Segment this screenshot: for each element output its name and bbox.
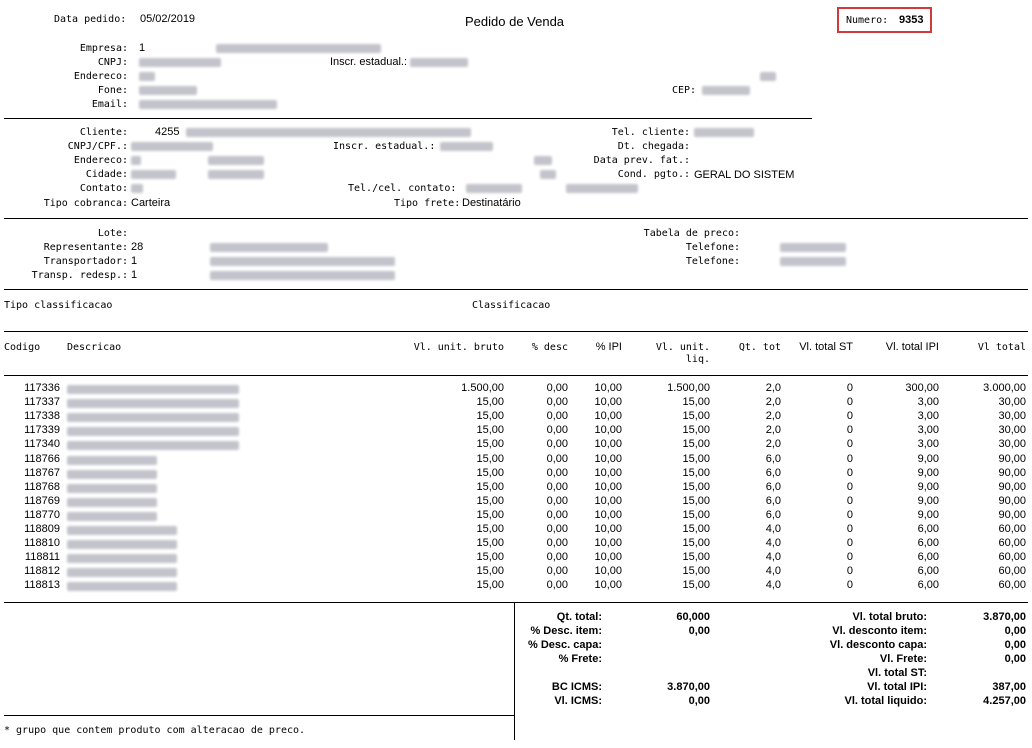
telefone2-label: Telefone: [685, 256, 740, 267]
cell-qt: 2,0 [765, 438, 781, 451]
total-right-label: Vl. total IPI: [867, 681, 927, 693]
cell-desc: 0,00 [546, 579, 568, 592]
tipo-cobranca-value: Carteira [131, 197, 171, 209]
cell-desc: 0,00 [546, 523, 568, 535]
transportador-label: Transportador: [43, 256, 128, 267]
redacted-client-bairro [208, 156, 264, 165]
tel-contato-label: Tel./cel. contato: [348, 183, 457, 194]
cell-desc: 0,00 [546, 565, 568, 578]
cell-tipi: 3,00 [917, 438, 939, 451]
cell-st: 0 [846, 424, 853, 437]
cell-codigo: 118810 [24, 537, 60, 550]
total-right-value: 0,00 [1004, 639, 1026, 651]
cell-codigo: 118768 [24, 480, 60, 493]
cell-bruto: 15,00 [476, 565, 504, 578]
cell-codigo: 118809 [24, 523, 60, 535]
cell-tipi: 6,00 [917, 551, 939, 564]
cell-ipi: 10,00 [594, 396, 622, 409]
total-right-label: Vl. desconto item: [832, 625, 927, 637]
cell-total: 60,00 [998, 523, 1026, 535]
redacted-cep [702, 86, 750, 95]
cell-ipi: 10,00 [594, 466, 622, 479]
cell-liq: 15,00 [682, 523, 710, 535]
tipo-classificacao-label: Tipo classificacao [4, 300, 113, 311]
cell-desc: 0,00 [546, 466, 568, 479]
dt-chegada-label: Dt. chegada: [617, 141, 690, 152]
cond-pgto-label: Cond. pgto.: [617, 169, 690, 180]
total-right-label: Vl. Frete: [879, 653, 927, 665]
redacted-descricao [67, 512, 157, 521]
total-right-value: 0,00 [1004, 653, 1026, 665]
cell-st: 0 [846, 494, 853, 507]
cell-desc: 0,00 [546, 452, 568, 465]
total-right-value: 4.257,00 [983, 695, 1026, 707]
representante-value: 28 [131, 241, 144, 253]
divider-classification [4, 331, 1028, 332]
cell-total: 30,00 [998, 396, 1026, 409]
empresa-value: 1 [139, 42, 146, 54]
redacted-cliente-name [186, 128, 471, 137]
col-vl-total: Vl total [977, 342, 1026, 353]
col-qt-tot: Qt. tot [738, 342, 781, 353]
total-right-value: 3.870,00 [983, 611, 1026, 623]
cell-total: 3.000,00 [983, 382, 1026, 394]
cell-bruto: 15,00 [476, 579, 504, 592]
cell-codigo: 118769 [24, 494, 60, 507]
cell-ipi: 10,00 [594, 438, 622, 451]
cell-ipi: 10,00 [594, 494, 622, 507]
redacted-transportador [210, 257, 395, 266]
cell-ipi: 10,00 [594, 452, 622, 465]
numero-value: 9353 [899, 14, 924, 26]
cell-ipi: 10,00 [594, 480, 622, 493]
cell-ipi: 10,00 [594, 523, 622, 535]
col-vl-unit-liq-1: Vl. unit. [655, 342, 710, 353]
redacted-cnpj [139, 58, 221, 67]
cell-codigo: 118813 [24, 579, 60, 592]
redacted-descricao [67, 399, 239, 408]
redacted-inscr [410, 58, 468, 67]
transp-redesp-value: 1 [131, 269, 138, 281]
total-right-label: Vl. desconto capa: [829, 639, 927, 651]
telefone1-label: Telefone: [685, 242, 740, 253]
cell-qt: 6,0 [765, 480, 781, 493]
classificacao-label: Classificacao [472, 300, 551, 311]
cell-total: 60,00 [998, 551, 1026, 564]
cell-ipi: 10,00 [594, 565, 622, 578]
cell-st: 0 [846, 410, 853, 423]
cell-qt: 4,0 [765, 523, 781, 535]
tel-cliente-label: Tel. cliente: [611, 127, 690, 138]
cell-st: 0 [846, 466, 853, 479]
cell-total: 90,00 [998, 508, 1026, 521]
redacted-cidade-2 [208, 170, 264, 179]
numero-label: Numero: [846, 15, 889, 26]
cell-bruto: 15,00 [476, 523, 504, 535]
col-ipi: % IPI [595, 341, 622, 353]
cell-codigo: 117339 [24, 424, 60, 437]
cell-desc: 0,00 [546, 424, 568, 437]
cell-tipi: 6,00 [917, 537, 939, 550]
cell-liq: 15,00 [682, 466, 710, 479]
cell-total: 60,00 [998, 579, 1026, 592]
cell-bruto: 15,00 [476, 508, 504, 521]
redacted-telefone1 [780, 243, 846, 252]
cell-qt: 4,0 [765, 565, 781, 578]
cell-qt: 2,0 [765, 424, 781, 437]
redacted-descricao [67, 554, 177, 563]
cnpj-label: CNPJ: [97, 57, 128, 68]
cell-tipi: 9,00 [917, 508, 939, 521]
redacted-transp-redesp [210, 271, 395, 280]
cell-total: 30,00 [998, 438, 1026, 451]
redacted-client-endereco [131, 156, 141, 165]
cell-tipi: 6,00 [917, 565, 939, 578]
redacted-client-inscr [440, 142, 493, 151]
divider-table-header [4, 375, 1028, 376]
cell-ipi: 10,00 [594, 579, 622, 592]
divider-header [4, 118, 812, 119]
redacted-fone [139, 86, 197, 95]
cell-st: 0 [846, 523, 853, 535]
redacted-cel-contato [566, 184, 638, 193]
col-descricao: Descricao [67, 342, 122, 353]
cell-tipi: 9,00 [917, 452, 939, 465]
redacted-cidade [131, 170, 176, 179]
representante-label: Representante: [43, 242, 128, 253]
redacted-empresa-name [216, 44, 381, 53]
total-left-value: 0,00 [688, 695, 710, 707]
divider-footer [4, 715, 514, 716]
cell-tipi: 6,00 [917, 579, 939, 592]
cell-liq: 15,00 [682, 579, 710, 592]
cell-bruto: 15,00 [476, 537, 504, 550]
footer-note: * grupo que contem produto com alteracao de preco. [4, 725, 306, 736]
cell-total: 90,00 [998, 494, 1026, 507]
divider-client [4, 218, 1028, 219]
cell-liq: 15,00 [682, 537, 710, 550]
cell-bruto: 15,00 [476, 424, 504, 437]
cell-bruto: 15,00 [476, 410, 504, 423]
date-value: 05/02/2019 [140, 13, 196, 25]
cell-codigo: 117338 [24, 410, 60, 423]
cell-qt: 6,0 [765, 452, 781, 465]
cell-st: 0 [846, 452, 853, 465]
cell-liq: 15,00 [682, 480, 710, 493]
total-right-label: Vl. total liquido: [844, 695, 927, 707]
cell-liq: 15,00 [682, 565, 710, 578]
cell-desc: 0,00 [546, 494, 568, 507]
email-label: Email: [91, 99, 128, 110]
cell-codigo: 118766 [24, 452, 60, 465]
cell-qt: 6,0 [765, 494, 781, 507]
redacted-descricao [67, 456, 157, 465]
redacted-descricao [67, 526, 177, 535]
total-right-value: 0,00 [1004, 625, 1026, 637]
cliente-code: 4255 [155, 126, 180, 138]
cell-ipi: 10,00 [594, 410, 622, 423]
redacted-descricao [67, 484, 157, 493]
cell-tipi: 9,00 [917, 480, 939, 493]
cell-tipi: 300,00 [905, 382, 939, 394]
col-codigo: Codigo [4, 342, 41, 353]
redacted-descricao [67, 441, 239, 450]
cell-bruto: 1.500,00 [461, 382, 504, 394]
redacted-tel-cliente [694, 128, 754, 137]
cell-ipi: 10,00 [594, 508, 622, 521]
cell-liq: 15,00 [682, 508, 710, 521]
redacted-cnpj-cpf [131, 142, 213, 151]
cell-st: 0 [846, 438, 853, 451]
total-left-value: 3.870,00 [667, 681, 710, 693]
cell-bruto: 15,00 [476, 438, 504, 451]
cell-liq: 15,00 [682, 452, 710, 465]
cell-total: 60,00 [998, 537, 1026, 550]
redacted-telefone2 [780, 257, 846, 266]
cell-desc: 0,00 [546, 438, 568, 451]
cliente-label: Cliente: [79, 127, 128, 138]
total-left-value: 60,000 [676, 611, 710, 623]
cell-desc: 0,00 [546, 382, 568, 394]
total-left-label: % Desc. capa: [528, 639, 602, 651]
redacted-descricao [67, 498, 157, 507]
cell-desc: 0,00 [546, 410, 568, 423]
cell-ipi: 10,00 [594, 382, 622, 394]
cell-liq: 15,00 [682, 410, 710, 423]
cell-st: 0 [846, 382, 853, 394]
tipo-frete-label: Tipo frete: [394, 198, 461, 209]
cell-st: 0 [846, 396, 853, 409]
cell-liq: 15,00 [682, 494, 710, 507]
cell-qt: 4,0 [765, 579, 781, 592]
cell-st: 0 [846, 551, 853, 564]
total-right-label: Vl. total bruto: [852, 611, 927, 623]
cnpj-cpf-label: CNPJ/CPF.: [67, 141, 128, 152]
date-label: Data pedido: [54, 14, 127, 25]
cell-ipi: 10,00 [594, 537, 622, 550]
transportador-value: 1 [131, 255, 138, 267]
redacted-contato [131, 184, 143, 193]
redacted-descricao [67, 470, 157, 479]
cell-bruto: 15,00 [476, 494, 504, 507]
cell-qt: 4,0 [765, 537, 781, 550]
total-left-label: BC ICMS: [551, 681, 602, 693]
redacted-descricao [67, 582, 177, 591]
total-left-label: % Desc. item: [530, 625, 602, 637]
cep-label: CEP: [672, 85, 697, 96]
cell-codigo: 118811 [24, 551, 60, 564]
redacted-email [139, 100, 277, 109]
redacted-descricao [67, 385, 239, 394]
total-right-value: 387,00 [992, 681, 1026, 693]
redacted-representante [210, 243, 328, 252]
contato-label: Contato: [79, 183, 128, 194]
cell-bruto: 15,00 [476, 480, 504, 493]
cond-pgto-value: GERAL DO SISTEM [694, 169, 795, 181]
tipo-frete-value: Destinatário [462, 197, 521, 209]
cell-liq: 15,00 [682, 424, 710, 437]
cell-ipi: 10,00 [594, 551, 622, 564]
total-right-label: Vl. total ST: [867, 667, 927, 679]
redacted-client-num [534, 156, 552, 165]
cell-liq: 15,00 [682, 551, 710, 564]
cell-tipi: 3,00 [917, 396, 939, 409]
cell-tipi: 3,00 [917, 424, 939, 437]
cell-st: 0 [846, 579, 853, 592]
lote-label: Lote: [97, 228, 128, 239]
cell-bruto: 15,00 [476, 466, 504, 479]
cell-liq: 15,00 [682, 396, 710, 409]
cell-total: 30,00 [998, 424, 1026, 437]
cell-qt: 2,0 [765, 382, 781, 394]
cell-st: 0 [846, 537, 853, 550]
redacted-descricao [67, 427, 239, 436]
cell-total: 30,00 [998, 410, 1026, 423]
cell-tipi: 9,00 [917, 466, 939, 479]
cell-total: 90,00 [998, 452, 1026, 465]
col-vl-total-st: Vl. total ST [799, 341, 853, 353]
cell-desc: 0,00 [546, 480, 568, 493]
col-vl-unit-liq-2: liq. [685, 354, 710, 365]
transp-redesp-label: Transp. redesp.: [31, 270, 128, 281]
endereco-label: Endereco: [73, 71, 128, 82]
empresa-label: Empresa: [79, 43, 128, 54]
cell-desc: 0,00 [546, 508, 568, 521]
cell-desc: 0,00 [546, 537, 568, 550]
col-vl-total-ipi: Vl. total IPI [885, 341, 939, 353]
cidade-label: Cidade: [85, 169, 128, 180]
inscr-label: Inscr. estadual.: [330, 56, 408, 68]
cell-liq: 1.500,00 [667, 382, 710, 394]
cell-total: 90,00 [998, 466, 1026, 479]
redacted-tel-contato [466, 184, 522, 193]
cell-codigo: 117340 [24, 438, 60, 451]
cell-liq: 15,00 [682, 438, 710, 451]
cell-bruto: 15,00 [476, 396, 504, 409]
cell-qt: 2,0 [765, 410, 781, 423]
cell-bruto: 15,00 [476, 551, 504, 564]
cell-tipi: 3,00 [917, 410, 939, 423]
client-inscr-label: Inscr. estadual.: [333, 141, 436, 152]
divider-table-end [4, 602, 1028, 603]
divider-logistics [4, 289, 1028, 290]
total-left-label: Vl. ICMS: [554, 695, 602, 707]
cell-desc: 0,00 [546, 551, 568, 564]
cell-qt: 6,0 [765, 508, 781, 521]
cell-ipi: 10,00 [594, 424, 622, 437]
redacted-descricao [67, 568, 177, 577]
fone-label: Fone: [97, 85, 128, 96]
cell-qt: 4,0 [765, 551, 781, 564]
cell-qt: 2,0 [765, 396, 781, 409]
tabela-preco-label: Tabela de preco: [643, 228, 740, 239]
redacted-uf [540, 170, 556, 179]
col-desc: % desc [531, 342, 568, 353]
redacted-endereco [139, 72, 155, 81]
cell-st: 0 [846, 508, 853, 521]
cell-codigo: 118812 [24, 565, 60, 578]
cell-codigo: 117337 [24, 396, 60, 409]
cell-codigo: 117336 [24, 382, 60, 394]
cell-st: 0 [846, 565, 853, 578]
tipo-cobranca-label: Tipo cobranca: [43, 198, 128, 209]
cell-total: 60,00 [998, 565, 1026, 578]
redacted-descricao [67, 413, 239, 422]
page-title: Pedido de Venda [465, 14, 565, 29]
cell-tipi: 6,00 [917, 523, 939, 535]
cell-codigo: 118767 [24, 466, 60, 479]
data-prev-label: Data prev. fat.: [593, 155, 690, 166]
total-left-label: Qt. total: [556, 611, 602, 623]
col-vl-unit-bruto: Vl. unit. bruto [413, 342, 504, 353]
cell-bruto: 15,00 [476, 452, 504, 465]
redacted-descricao [67, 540, 177, 549]
cell-total: 90,00 [998, 480, 1026, 493]
total-left-value: 0,00 [688, 625, 710, 637]
cell-desc: 0,00 [546, 396, 568, 409]
cell-tipi: 9,00 [917, 494, 939, 507]
client-endereco-label: Endereco: [73, 155, 128, 166]
total-left-label: % Frete: [558, 653, 602, 665]
cell-qt: 6,0 [765, 466, 781, 479]
cell-st: 0 [846, 480, 853, 493]
cell-codigo: 118770 [24, 508, 60, 521]
redacted-endereco-num [760, 72, 776, 81]
